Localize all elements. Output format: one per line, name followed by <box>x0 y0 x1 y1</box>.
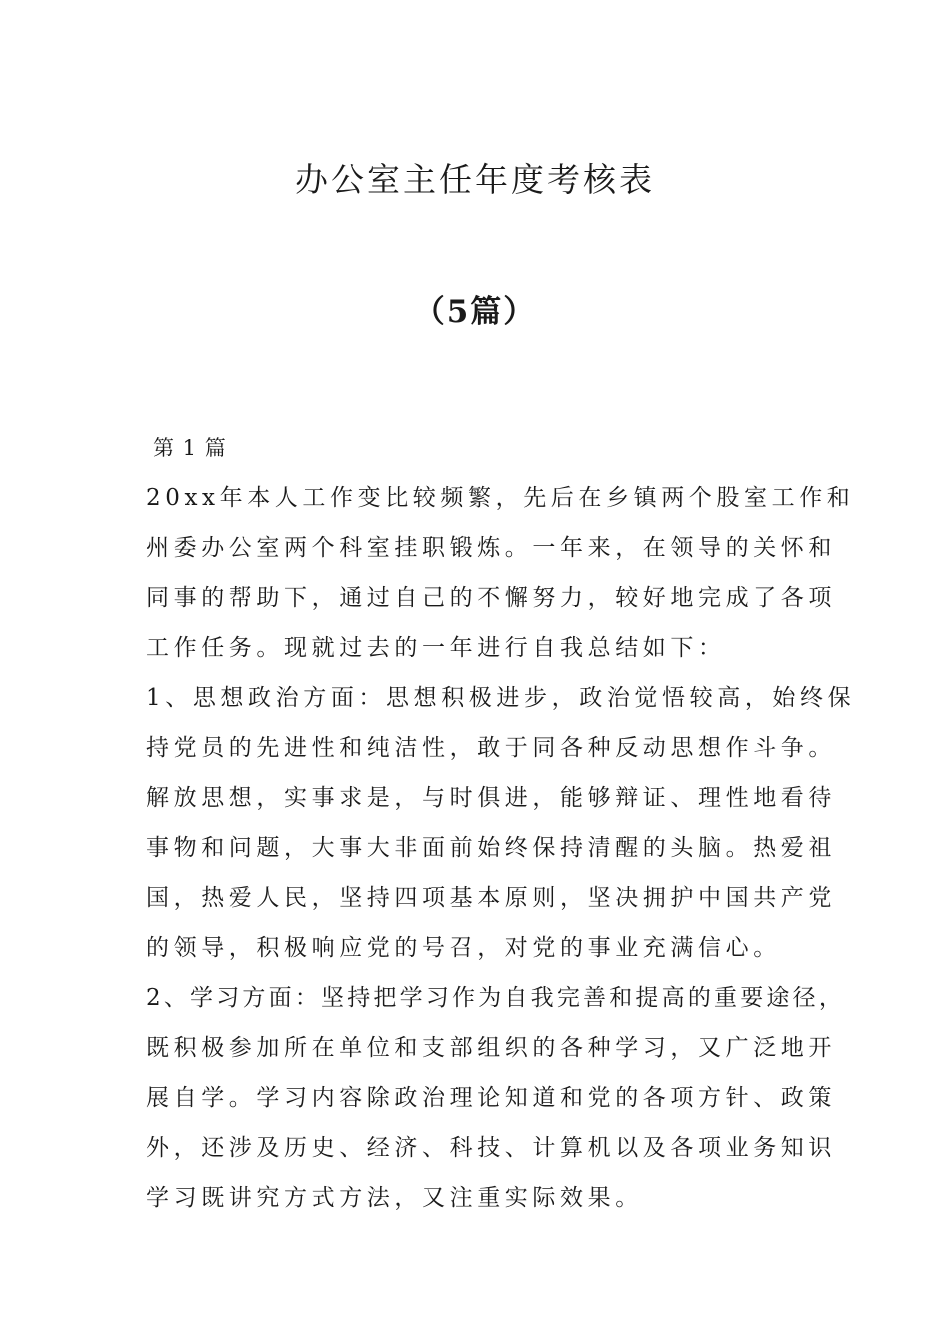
text-line: 1、思想政治方面：思想积极进步，政治觉悟较高，始终保 <box>146 685 856 711</box>
text-line: 事物和问题，大事大非面前始终保持清醒的头脑。热爱祖 <box>146 835 836 861</box>
text-line: 既积极参加所在单位和支部组织的各种学习，又广泛地开 <box>146 1035 836 1061</box>
text-line: 外，还涉及历史、经济、科技、计算机以及各项业务知识 <box>146 1135 836 1161</box>
text-line: 国，热爱人民，坚持四项基本原则，坚决拥护中国共产党 <box>146 885 836 911</box>
document-title: 办公室主任年度考核表 <box>295 160 655 199</box>
text-line: 持党员的先进性和纯洁性，敢于同各种反动思想作斗争。 <box>146 735 836 761</box>
text-line: 学习既讲究方式方法，又注重实际效果。 <box>146 1185 643 1211</box>
chapter-label: 第 1 篇 <box>153 436 227 460</box>
text-line: 2、学习方面：坚持把学习作为自我完善和提高的重要途径， <box>146 985 846 1011</box>
document-subtitle: （5篇） <box>413 294 537 330</box>
text-line: 20xx年本人工作变比较频繁，先后在乡镇两个股室工作和 <box>146 485 855 511</box>
text-line: 解放思想，实事求是，与时俱进，能够辩证、理性地看待 <box>146 785 836 811</box>
text-line: 同事的帮助下，通过自己的不懈努力，较好地完成了各项 <box>146 585 836 611</box>
text-line: 州委办公室两个科室挂职锻炼。一年来，在领导的关怀和 <box>146 535 836 561</box>
text-line: 工作任务。现就过去的一年进行自我总结如下： <box>146 635 726 661</box>
text-line: 展自学。学习内容除政治理论知道和党的各项方针、政策 <box>146 1085 836 1111</box>
text-line: 的领导，积极响应党的号召，对党的事业充满信心。 <box>146 935 781 961</box>
body-text <box>146 480 856 1230</box>
